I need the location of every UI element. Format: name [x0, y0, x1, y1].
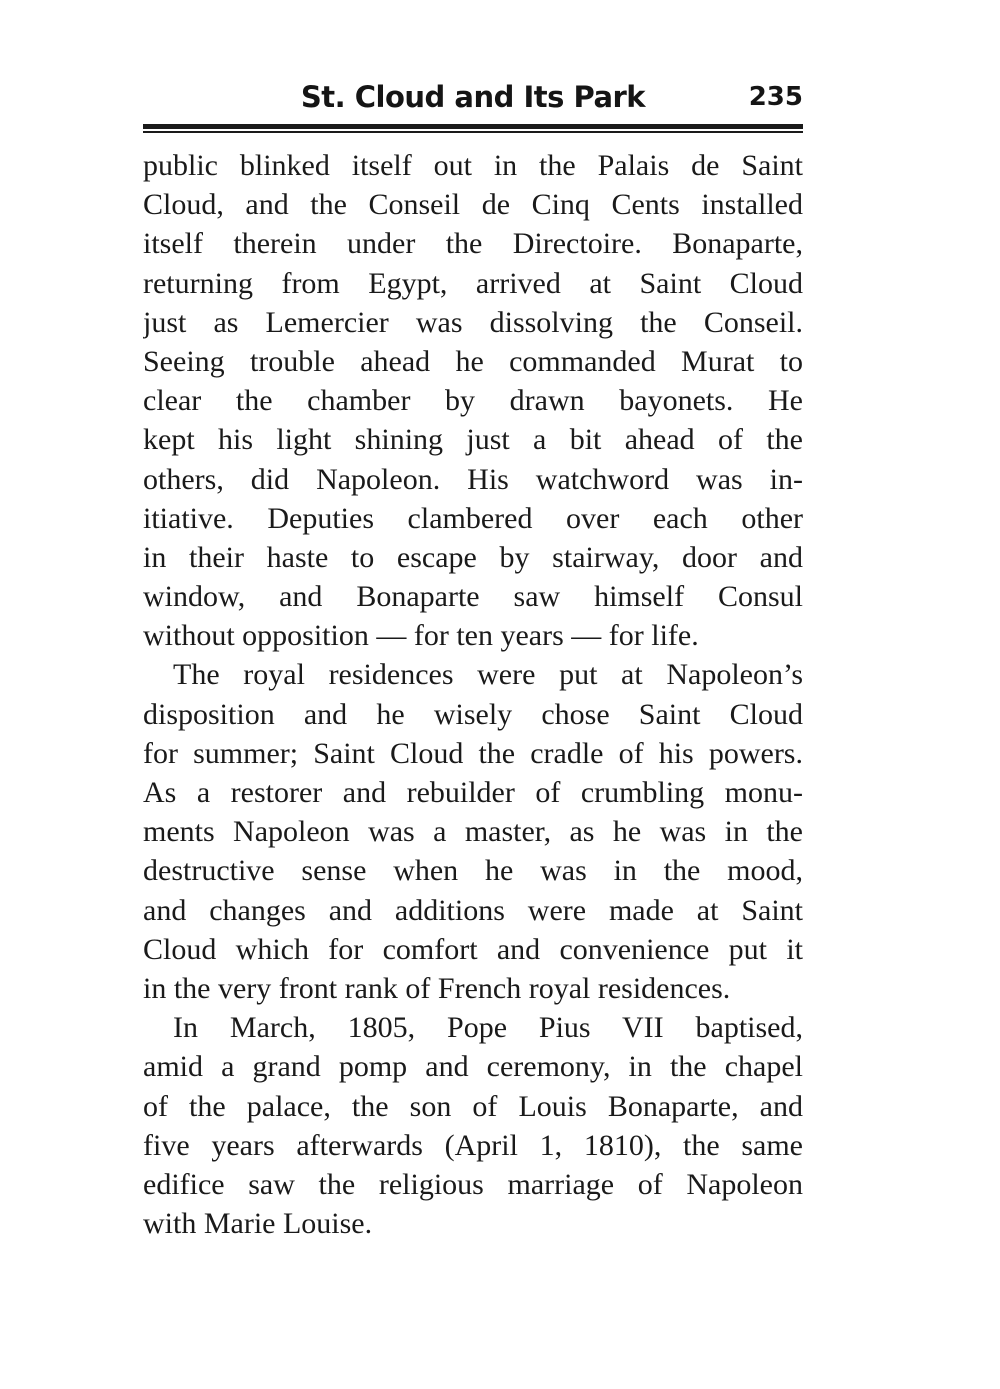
text-line: itself therein under the Directoire. Bonaparte,	[143, 227, 803, 261]
text-line: As a restorer and rebuilder of crumbling monu-	[143, 776, 803, 809]
text-line: with Marie Louise.	[143, 1207, 373, 1241]
text-line: window, and Bonaparte saw himself Consul	[143, 580, 803, 614]
text-line: edifice saw the religious marriage of Napoleon	[143, 1167, 803, 1201]
text-line: Cloud which for comfort and convenience put it	[143, 932, 803, 966]
paragraph-2	[143, 655, 803, 1008]
paragraph-1	[143, 146, 803, 655]
text-line: for summer; Saint Cloud the cradle of his powers.	[143, 736, 803, 770]
text-line: five years afterwards (April 1, 1810), the same	[143, 1128, 803, 1162]
text-line: public blinked itself out in the Palais de Saint	[143, 149, 803, 182]
text-line: Cloud, and the Conseil de Cinq Cents installed	[143, 188, 803, 222]
text-line: In March, 1805, Pope Pius VII baptised,	[173, 1011, 803, 1045]
text-line: amid a grand pomp and ceremony, in the chapel	[143, 1050, 803, 1084]
text-line: Seeing trouble ahead he commanded Murat to	[143, 344, 803, 378]
text-line: of the palace, the son of Louis Bonaparte, and	[143, 1089, 803, 1123]
text-line: just as Lemercier was dissolving the Conseil.	[143, 305, 803, 339]
text-line: destructive sense when he was in the mood,	[143, 854, 803, 888]
text-line: and changes and additions were made at Saint	[143, 893, 803, 927]
running-head	[143, 80, 803, 120]
text-line: in the very front rank of French royal residences.	[143, 971, 731, 1005]
running-title: St. Cloud and Its Park	[300, 80, 646, 114]
text-line: itiative. Deputies clambered over each other	[143, 501, 803, 535]
text-line: returning from Egypt, arrived at Saint Cloud	[143, 266, 803, 300]
header-rule-thick	[143, 124, 803, 129]
header-rule-thin	[143, 131, 803, 133]
paragraph-3	[143, 1008, 803, 1243]
text-line: disposition and he wisely chose Saint Cloud	[143, 697, 803, 731]
text-line: clear the chamber by drawn bayonets. He	[143, 384, 803, 418]
text-line: without opposition — for ten years — for life.	[143, 619, 699, 653]
text-line: ments Napoleon was a master, as he was in the	[143, 815, 803, 849]
page-number: 235	[748, 82, 803, 112]
text-line: in their haste to escape by stairway, door and	[143, 540, 803, 574]
body-text	[143, 146, 803, 1243]
text-line: others, did Napoleon. His watchword was in-	[143, 462, 803, 496]
text-line: kept his light shining just a bit ahead of the	[143, 423, 803, 457]
text-line: The royal residences were put at Napoleon’s	[173, 658, 803, 692]
